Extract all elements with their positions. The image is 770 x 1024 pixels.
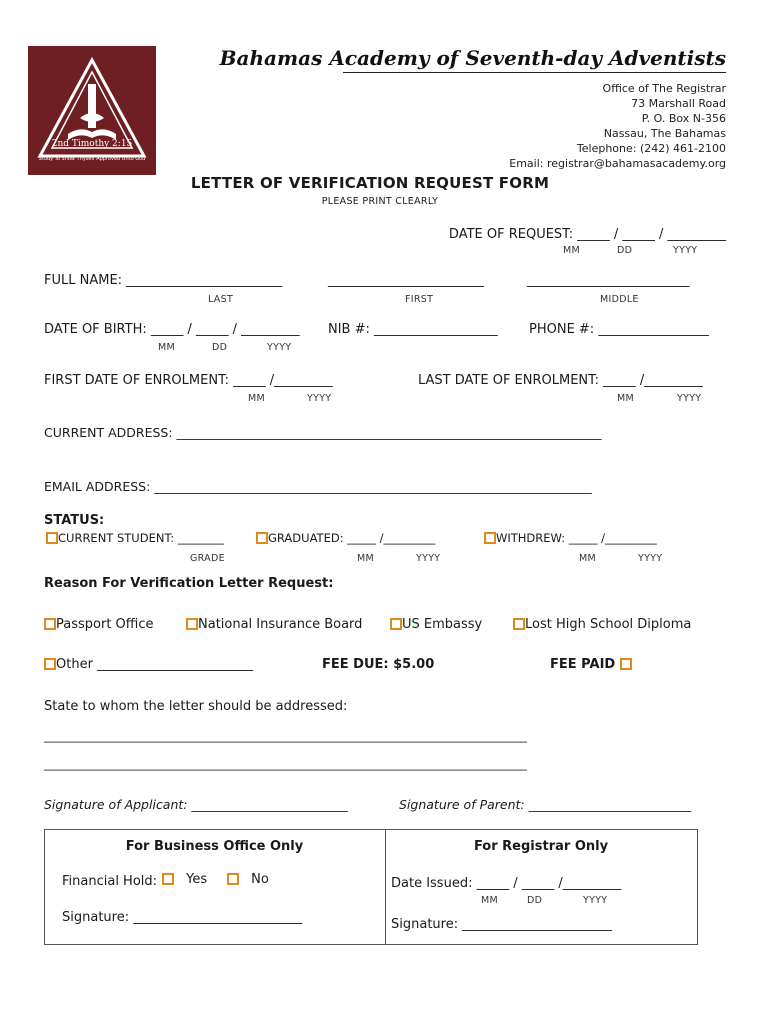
- school-name: Bahamas Academy of Seventh-day Adventists: [219, 46, 726, 70]
- financial-hold-yes-option[interactable]: [162, 872, 207, 887]
- full-name-first-field[interactable]: ________________________: [328, 273, 484, 288]
- date-of-birth-field[interactable]: DATE OF BIRTH: _____ / _____ / _________: [44, 322, 300, 337]
- yes-label: Yes: [186, 872, 208, 887]
- reason-nib-option[interactable]: [186, 617, 362, 632]
- yyyy-caption: YYYY: [267, 342, 292, 353]
- withdrew-label: WITHDREW: _____ /_________: [496, 531, 657, 545]
- checkbox-icon[interactable]: [620, 658, 632, 670]
- full-name-middle-field[interactable]: _________________________: [527, 273, 690, 288]
- business-office-heading: For Business Office Only: [125, 839, 304, 854]
- checkbox-icon[interactable]: [513, 618, 525, 630]
- checkbox-icon[interactable]: [162, 873, 174, 885]
- form-subtitle: PLEASE PRINT CLEARLY: [321, 196, 439, 207]
- address-line: Nassau, The Bahamas: [603, 127, 726, 140]
- address-line: P. O. Box N-356: [641, 112, 726, 125]
- mm-caption: MM: [563, 245, 580, 256]
- phone-field[interactable]: PHONE #: _________________: [529, 322, 709, 337]
- status-heading: STATUS:: [44, 513, 105, 528]
- reason-us-embassy-option[interactable]: [390, 617, 482, 632]
- address-line: 73 Marshall Road: [631, 97, 726, 110]
- mm-caption: MM: [248, 393, 265, 404]
- checkbox-icon[interactable]: [484, 532, 496, 544]
- graduated-option[interactable]: [256, 531, 435, 545]
- business-office-signature-field[interactable]: Signature: __________________________: [62, 910, 303, 925]
- grade-caption: GRADE: [190, 553, 225, 564]
- first-enrolment-field[interactable]: FIRST DATE OF ENROLMENT: _____ /_________: [44, 373, 333, 388]
- parent-signature-field[interactable]: Signature of Parent: __________________________: [399, 797, 692, 812]
- checkbox-icon[interactable]: [46, 532, 58, 544]
- dd-caption: DD: [212, 342, 228, 353]
- yyyy-caption: YYYY: [416, 553, 441, 564]
- withdrew-option[interactable]: [484, 531, 657, 545]
- full-name-last-field[interactable]: FULL NAME: ________________________: [44, 273, 283, 288]
- financial-hold-label: Financial Hold:: [62, 874, 158, 889]
- checkbox-icon[interactable]: [256, 532, 268, 544]
- registrar-heading: For Registrar Only: [473, 839, 609, 854]
- reason-label: National Insurance Board: [198, 617, 363, 632]
- yyyy-caption: YYYY: [673, 245, 698, 256]
- reason-lost-diploma-option[interactable]: [513, 617, 691, 632]
- yyyy-caption: YYYY: [307, 393, 332, 404]
- checkbox-icon[interactable]: [44, 618, 56, 630]
- email-line: Email: registrar@bahamasacademy.org: [509, 157, 726, 170]
- addressed-to-line[interactable]: ____________________________________________________________________________________: [44, 757, 527, 771]
- applicant-signature-field[interactable]: Signature of Applicant: _________________________: [44, 797, 348, 812]
- yyyy-caption: YYYY: [583, 895, 608, 906]
- header-rule: [343, 72, 726, 73]
- form-title: LETTER OF VERIFICATION REQUEST FORM: [190, 174, 550, 192]
- current-student-option[interactable]: [46, 531, 224, 545]
- mm-caption: MM: [481, 895, 498, 906]
- reason-label: Lost High School Diploma: [525, 617, 692, 632]
- yyyy-caption: YYYY: [677, 393, 702, 404]
- no-label: No: [251, 872, 269, 887]
- last-enrolment-field[interactable]: LAST DATE OF ENROLMENT: _____ /_________: [418, 373, 703, 388]
- mm-caption: MM: [617, 393, 634, 404]
- mm-caption: MM: [579, 553, 596, 564]
- checkbox-icon[interactable]: [186, 618, 198, 630]
- fee-paid-option[interactable]: [550, 657, 632, 672]
- mm-caption: MM: [158, 342, 175, 353]
- reason-heading: Reason For Verification Letter Request:: [44, 576, 334, 591]
- date-of-request-field[interactable]: DATE OF REQUEST: _____ / _____ / _________: [448, 227, 726, 242]
- first-caption: FIRST: [405, 294, 434, 305]
- yyyy-caption: YYYY: [638, 553, 663, 564]
- date-issued-field[interactable]: Date Issued: _____ / _____ /_________: [391, 876, 622, 891]
- reason-label: US Embassy: [402, 617, 483, 632]
- reason-passport-option[interactable]: [44, 617, 154, 632]
- addressed-to-line[interactable]: ____________________________________________________________________________________: [44, 729, 527, 743]
- checkbox-icon[interactable]: [227, 873, 239, 885]
- addressed-to-label: State to whom the letter should be addressed:: [44, 699, 348, 714]
- nib-field[interactable]: NIB #: ___________________: [328, 322, 498, 337]
- checkbox-icon[interactable]: [390, 618, 402, 630]
- graduated-label: GRADUATED: _____ /_________: [268, 531, 436, 545]
- logo-motto: Study To Show Thyself Approved Unto God: [38, 156, 146, 162]
- dd-caption: DD: [527, 895, 543, 906]
- fee-due: FEE DUE: $5.00: [322, 657, 435, 672]
- dd-caption: DD: [617, 245, 633, 256]
- checkbox-icon[interactable]: [44, 658, 56, 670]
- last-caption: LAST: [208, 294, 234, 305]
- reason-other-label: Other ________________________: [56, 657, 254, 672]
- current-student-label: CURRENT STUDENT: ________: [58, 531, 224, 545]
- logo-verse: 2nd Timothy 2:15: [51, 139, 133, 149]
- reason-label: Passport Office: [56, 617, 154, 632]
- phone-line: Telephone: (242) 461-2100: [576, 142, 726, 155]
- reason-other-option[interactable]: [44, 657, 253, 672]
- email-address-field[interactable]: EMAIL ADDRESS: ______________________________________________________________________: [44, 479, 592, 494]
- financial-hold-no-option[interactable]: [227, 872, 269, 887]
- address-line: Office of The Registrar: [602, 82, 726, 95]
- fee-paid-label: FEE PAID: [550, 657, 616, 672]
- mm-caption: MM: [357, 553, 374, 564]
- current-address-field[interactable]: CURRENT ADDRESS: ____________________________________________________________________: [44, 425, 602, 440]
- registrar-signature-field[interactable]: Signature: _______________________: [391, 917, 612, 932]
- middle-caption: MIDDLE: [600, 294, 639, 305]
